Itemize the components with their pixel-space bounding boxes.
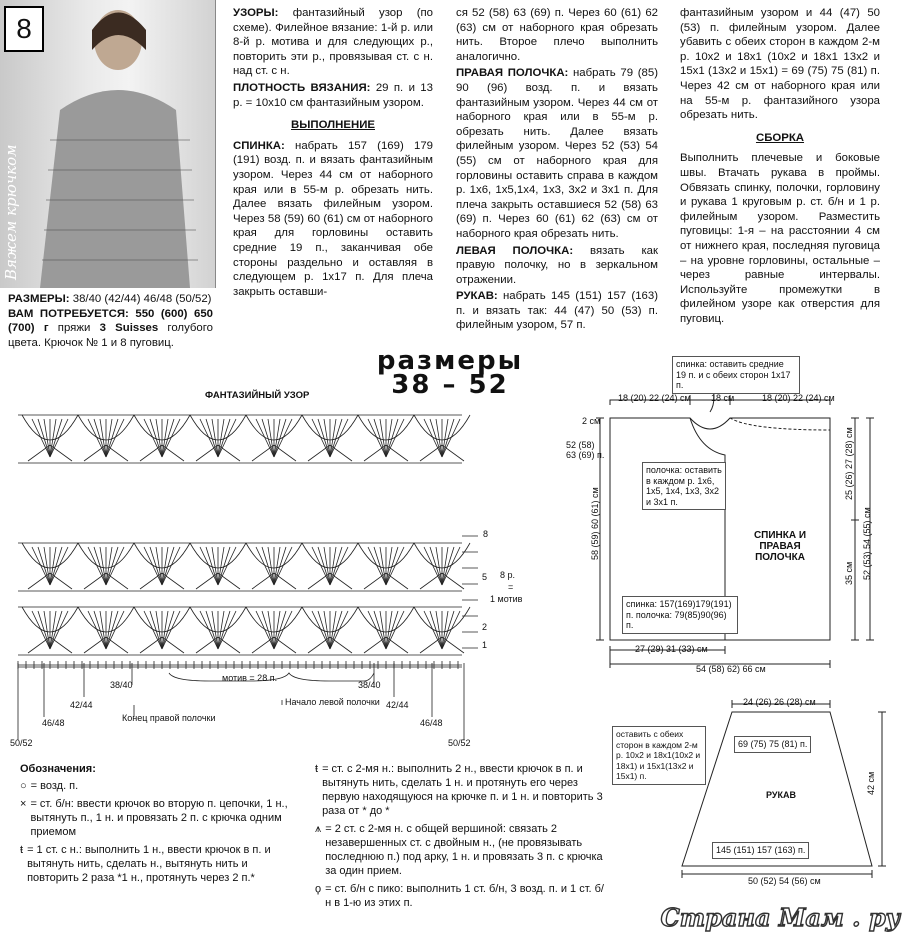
sleeve-top-sts: 69 (75) 75 (81) п. <box>734 736 811 753</box>
shoulder-right-dim: 18 (20) 22 (24) см <box>762 393 835 403</box>
left-front-text: вязать как правую полочку, но в зеркальном отражении. <box>456 244 658 286</box>
back-text: набрать 157 (169) 179 (191) возд. п. и вязать фантазийным узором. Через 44 см от наборного края или в 55-м р. обрезать нить. Далее вязать филейным узором. Через 58 (59) 60 (61) см от наборного края для горловины оставить средние 19 п., заканчивая обе стороны раздельно и оставляя в следующем р. 1х17 п. Для плеча закрыть оставши- <box>233 139 433 298</box>
chart-row-arrows <box>462 536 478 648</box>
armhole-dim: 25 (26) 27 (28) см <box>844 427 854 500</box>
neck-dash <box>730 418 830 430</box>
legend-item <box>315 882 610 910</box>
sleeve-height-dim <box>878 712 886 866</box>
col3-intro: фантазийным узором и 44 (47) 50 (53) п. филейным узором. Далее убавить с обеих сторон в каждом 2-м р. 10х2 и 18х1 (10х2 и 18х1 13х2 и 15х1 (13х2 и 15х1) = 69 (75) 75 (81) п. Через 42 см от наборного края или на 55-м р. фантазийного узора обрезать нить. <box>680 7 880 122</box>
sizes-title-range: 38 – 52 <box>391 370 509 400</box>
row-number-1: 1 <box>482 640 488 650</box>
sleeve-decrease-note: оставить с обеих сторон в каждом 2-м р. 10х2 и 18х1(10х2 и 18х1) и 15х1(13х2 и 15х1) п. <box>612 726 706 785</box>
size-mark-right-50: 50/52 <box>448 738 471 748</box>
body-height-dim: 58 (59) 60 (61) см <box>590 487 600 560</box>
size-mark-38: 38/40 <box>110 680 133 690</box>
repeat-label: 8 р. <box>500 570 516 580</box>
density-text: 29 п. и 13 р. = 10х10 см фантазийным узором. <box>233 81 433 109</box>
size-mark-42: 42/44 <box>70 700 93 710</box>
back-label: СПИНКА: <box>233 139 285 152</box>
assembly-text: Выполнить плечевые и боковые швы. Втачать рукава в проймы. Обвязать спинку, полочки, горловину и рукава 1 круговым р. ст. б/н и 1 р. филейным узором. Разместить пуговицы: 1-я – на расстоянии 4 см от нижнего края, последняя пуговица – на уровне горловины, остальные – через равные интервалы. Используйте промежутки в филейном узоре как отверстия для пуговиц. <box>680 152 880 325</box>
chart-title: ФАНТАЗИЙНЫЙ УЗОР <box>205 390 310 401</box>
cast-on-note: спинка: 157(169)179(191) п. полочка: 79(85)90(96) п. <box>622 596 738 634</box>
sizes-block <box>8 292 213 350</box>
motif-label: мотив = 28 п. <box>222 673 278 683</box>
sleeve-height: 42 см <box>866 771 876 795</box>
text-column-1 <box>233 6 433 301</box>
left-front-label: ЛЕВАЯ ПОЛОЧКА: <box>456 244 574 257</box>
section-heading: ВЫПОЛНЕНИЕ <box>291 119 375 132</box>
sleeve-label: РУКАВ <box>766 790 796 800</box>
row-number-8: 8 <box>483 529 489 539</box>
size-mark-50: 50/52 <box>10 738 33 748</box>
double-crochet-icon: ŧ <box>20 844 24 856</box>
sizes-title <box>350 346 550 400</box>
size-mark-46: 46/48 <box>42 718 65 728</box>
treble-crochet-icon: ŧ <box>315 763 319 775</box>
body-piece-label: СПИНКА И ПРАВАЯ ПОЛОЧКА <box>753 530 807 563</box>
neck-dim: 18 см <box>711 393 735 403</box>
sizes-label: РАЗМЕРЫ: <box>8 293 70 305</box>
right-front-label: ПРАВАЯ ПОЛОЧКА: <box>456 67 569 80</box>
front-width-dim: 27 (29) 31 (33) см <box>635 644 708 654</box>
legend-item <box>20 843 300 885</box>
vertical-caption: Вяжем крючком <box>2 144 20 280</box>
yarn-brand: 3 Suisses <box>99 322 159 335</box>
shoulder-sts: 52 (58) 63 (69) п. <box>566 440 605 460</box>
density-label: ПЛОТНОСТЬ ВЯЗАНИЯ: <box>233 81 371 94</box>
legend-text: = 1 ст. с н.: выполнить 1 н., ввести крючок в п. и вытянуть нить, сделать н., вытянуть нить и повторить 2 раза *1 н., протянуть через 2 п.* <box>27 844 271 884</box>
crochet-chart <box>14 405 544 755</box>
single-crochet-icon: × <box>20 798 27 810</box>
size-mark-right-38: 38/40 <box>358 680 381 690</box>
row-number-5: 5 <box>482 572 488 582</box>
picot-icon: ϙ <box>315 883 322 895</box>
neck-note: спинка: оставить средние 19 п. и с обеих сторон 1х17 п. <box>672 356 800 394</box>
sleeve-top-width: 24 (26) 26 (28) см <box>743 697 816 707</box>
legend-text: = ст. б/н: ввести крючок во вторую п. цепочки, 1 н., вытянуть п., 1 н. и провязать 2 п. с крючка одним приемом <box>30 798 288 838</box>
legend-text: = 2 ст. с 2-мя н. с общей вершиной: связать 2 незавершенных ст. с двойным н., (не провязывать последнюю п.) под арку, 1 н. и провязать 3 п. с крючка за один прием. <box>325 823 603 877</box>
sleeve-bottom-sts: 145 (151) 157 (163) п. <box>712 842 809 859</box>
watermark: Страна Мам . ру <box>660 903 900 932</box>
end-right-front-label: Конец правой полочки <box>122 713 216 723</box>
legend-item <box>315 822 610 878</box>
col2-intro: ся 52 (58) 63 (69) п. Через 60 (61) 62 (63) см от наборного края обрезать нить. Второе плечо выполнить аналогично. <box>456 7 658 63</box>
start-left-front-label: Начало левой полочки <box>285 697 380 707</box>
legend-item <box>20 779 300 793</box>
repeat-eq: = <box>508 582 514 592</box>
need-value: пряжи <box>48 322 100 335</box>
legend-heading: Обозначения: <box>20 763 96 775</box>
right-front-text: набрать 79 (85) 90 (96) возд. п. и вязать фантазийным узором. Через 44 см от наборного края или в 55-м р. обрезать нить. Далее вязать филейным узором. Через 52 (53) 54 (55) см от наборного края для горловины оставить справа в каждом р. 1х6, 1х5,1х4, 1х3, 3х2 и 3х1 п. Для плеча закрыть оставшиеся 52 (58) 63 (69) п. Через 60 (61) 62 (63) см от наборного края обрезать нить. <box>456 67 658 240</box>
legend-right <box>315 762 610 910</box>
side-dim: 35 см <box>844 561 854 585</box>
sleeve-bottom-width: 50 (52) 54 (56) см <box>748 876 821 886</box>
legend-item <box>20 797 300 839</box>
legend-text: = ст. с 2-мя н.: выполнить 2 н., ввести крючок в п. и вытянуть нить, сделать 1 н. и протянуть его через первую находящуюся на крючке п. и 1 н. и повторить 3 раза от * до * <box>322 763 603 817</box>
text-column-2 <box>456 6 658 335</box>
sleeve-label: РУКАВ: <box>456 290 498 303</box>
legend-left <box>20 762 300 885</box>
pattern-number: 8 <box>4 6 44 52</box>
size-mark-right-42: 42/44 <box>386 700 409 710</box>
repeat-motif: 1 мотив <box>490 594 523 604</box>
legend-text: = ст. б/н с пико: выполнить 1 ст. б/н, 3 возд. п. и 1 ст. б/н в 1-ю из этих п. <box>325 883 604 909</box>
row-number-2: 2 <box>482 622 488 632</box>
assembly-heading: СБОРКА <box>755 131 805 144</box>
uzory-text: фантазийный узор (по схеме). Филейное вязание: 1-й р. или 8-й р. мотива и для следующих р., повторить эти р., провязывая ст. с н. над ст. с н. <box>233 7 433 78</box>
legend-item <box>315 762 610 818</box>
need-label: ВАМ ПОТРЕБУЕТСЯ: 550 (600) 650 (700) г <box>8 307 213 335</box>
uzory-label: УЗОРЫ: <box>233 7 279 19</box>
chart-stitches <box>18 415 470 669</box>
chain-icon: ○ <box>20 780 27 792</box>
back-width-dim: 54 (58) 62) 66 см <box>696 664 766 674</box>
right-total-dim: 52 (53) 54 (55) см <box>862 507 872 580</box>
need-rest: голубого цвета. Крючок № 1 и 8 пуговиц. <box>8 322 213 349</box>
size-mark-right-46: 46/48 <box>420 718 443 728</box>
sizes-title-word: размеры <box>376 346 524 376</box>
sleeve-text: набрать 145 (151) 157 (163) п. и вязать так: 44 (47) 50 (53) п. филейным узором, 57 п. <box>456 290 658 332</box>
text-column-3 <box>680 6 880 328</box>
sizes-value: 38/40 (42/44) 46/48 (50/52) <box>69 293 212 305</box>
cluster-icon: ⩚ <box>315 823 322 835</box>
front-neck-note: полочка: оставить в каждом р. 1х6, 1х5, 1х4, 1х3, 3х2 и 3х1 п. <box>642 462 726 510</box>
neck-drop-dim: 2 см <box>582 416 601 426</box>
shoulder-left-dim: 18 (20) 22 (24) см <box>618 393 691 403</box>
legend-text: = возд. п. <box>30 780 79 792</box>
